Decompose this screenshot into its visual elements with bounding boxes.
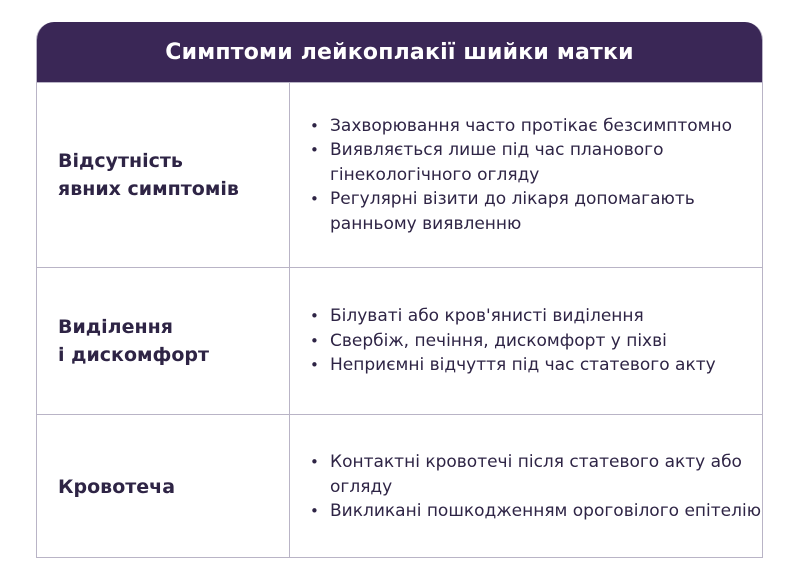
table-title: Симптоми лейкоплакії шийки матки bbox=[37, 22, 762, 82]
bullet-item: • Контактні кровотечі після статевого акту або огляду bbox=[310, 450, 762, 499]
bullet-item: • Неприємні відчуття під час статевого акту bbox=[310, 353, 716, 378]
table-row bbox=[37, 267, 762, 414]
table-row bbox=[37, 82, 762, 267]
row-heading-line: Кровотеча bbox=[58, 476, 176, 498]
row-heading bbox=[37, 268, 290, 414]
row-heading bbox=[37, 415, 290, 558]
row-bullets bbox=[290, 268, 762, 414]
bullet-item: • Викликані пошкодженням ороговілого епітелію bbox=[310, 499, 762, 524]
row-bullets bbox=[290, 83, 762, 267]
row-heading-line: Відсутність bbox=[58, 150, 183, 172]
bullet-item: • Регулярні візити до лікаря допомагають ранньому виявленню bbox=[310, 187, 762, 236]
table-row bbox=[37, 414, 762, 558]
bullet-item: • Захворювання часто протікає безсимптомно bbox=[310, 114, 762, 139]
bullet-item: • Свербіж, печіння, дискомфорт у піхві bbox=[310, 329, 716, 354]
row-bullets bbox=[290, 415, 762, 558]
row-heading-line: і дискомфорт bbox=[58, 344, 210, 366]
symptoms-table bbox=[36, 22, 763, 558]
row-heading-line: Виділення bbox=[58, 316, 173, 338]
bullet-item: • Білуваті або кров'янисті виділення bbox=[310, 304, 716, 329]
bullet-item: • Виявляється лише під час планового гінекологічного огляду bbox=[310, 138, 762, 187]
row-heading bbox=[37, 83, 290, 267]
row-heading-line: явних симптомів bbox=[58, 178, 239, 200]
